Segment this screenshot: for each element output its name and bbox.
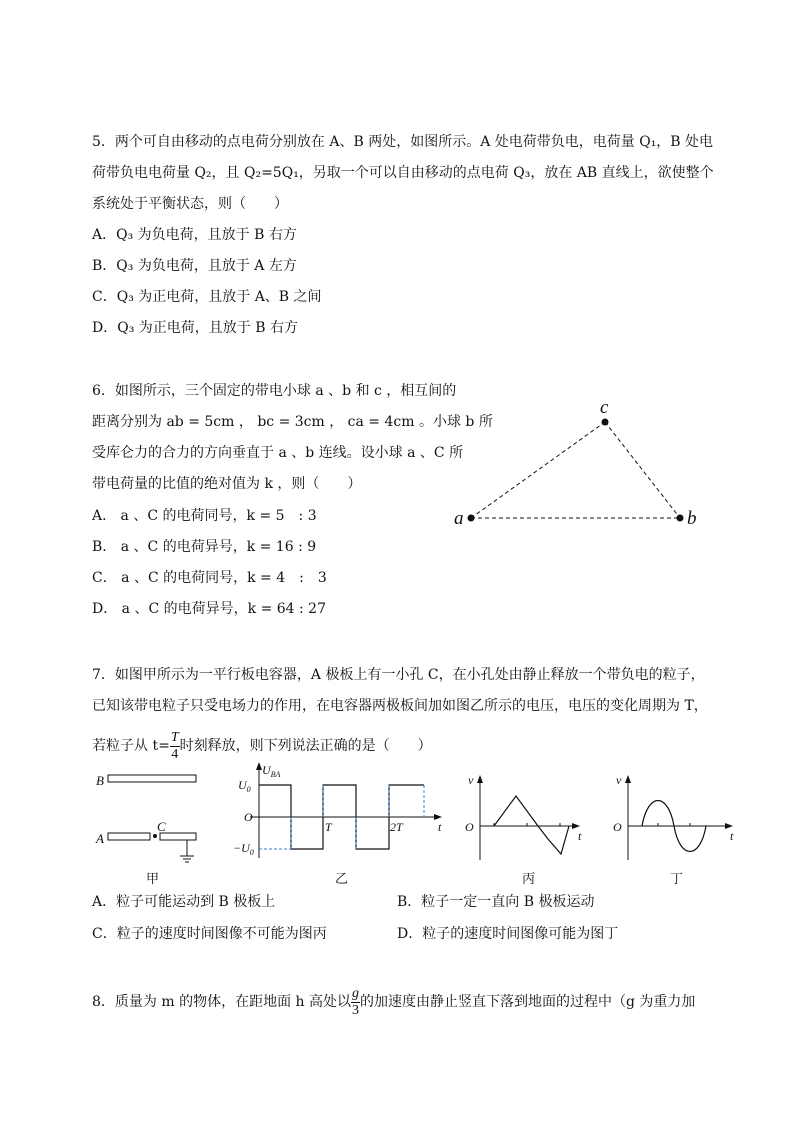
- q5-line1: 5．两个可自由移动的点电荷分别放在 A、B 两处，如图所示。A 处电荷带负电，电荷量 Q₁，B 处电: [92, 134, 714, 150]
- q6-line4: 带电荷量的比值的绝对值为 k ，则（ ）: [92, 476, 362, 492]
- svg-text:v: v: [616, 773, 622, 787]
- q5-option-a: A．Q₃ 为负电荷，且放于 B 右方: [92, 227, 297, 243]
- q7-option-a: A．粒子可能运动到 B 极板上: [92, 894, 276, 910]
- q6-line3: 受库仑力的合力的方向垂直于 a 、b 连线。设小球 a 、C 所: [92, 445, 464, 461]
- q5-option-c: C．Q₃ 为正电荷，且放于 A、B 之间: [92, 289, 322, 305]
- caption-yi: 乙: [335, 872, 349, 887]
- charge-b-dot: [677, 515, 684, 522]
- svg-text:A: A: [96, 831, 104, 846]
- svg-text:O: O: [244, 810, 253, 824]
- q7-line2: 已知该带电粒子只受电场力的作用，在电容器两极板间加如图乙所示的电压，电压的变化周期为 T，: [92, 698, 708, 714]
- svg-text:T: T: [325, 820, 332, 834]
- q5-line2: 荷带负电电荷量 Q₂，且 Q₂=5Q₁，另取一个可以自由移动的点电荷 Q₃，放在 AB 直线上，欲使整个: [92, 165, 714, 181]
- q6-line2: 距离分别为 ab = 5cm ， bc = 3cm ， ca = 4cm 。小球 b 所: [92, 414, 493, 430]
- q7-line1: 7．如图甲所示为一平行板电容器，A 极板上有一小孔 C，在小孔处由静止释放一个带负电的粒子，: [92, 667, 705, 683]
- triangle-figure: [445, 395, 715, 535]
- q5-line3: 系统处于平衡状态，则（ ）: [92, 196, 288, 212]
- q7-option-c: C．粒子的速度时间图像不可能为图丙: [92, 926, 327, 942]
- q6-option-a: A． a 、C 的电荷同号，k = 5 : 3: [92, 508, 317, 524]
- q8-line1: [92, 984, 695, 1020]
- capacitor-figure: [92, 770, 212, 870]
- q6-line1: 6．如图所示，三个固定的带电小球 a 、b 和 c ，相互间的: [92, 383, 457, 399]
- svg-text:−U0: $-U_0$: [233, 841, 254, 857]
- caption-jia: 甲: [146, 872, 160, 887]
- svg-text:U0: $U_0$: [238, 778, 251, 794]
- svg-text:2T: 2T: [390, 820, 403, 834]
- label-a: a: [454, 508, 464, 529]
- q5-option-b: B．Q₃ 为负电荷，且放于 A 左方: [92, 258, 297, 274]
- q7-option-b: B．粒子一定一直向 B 极板运动: [397, 894, 595, 910]
- q6-option-d: D． a 、C 的电荷异号，k = 64 : 27: [92, 601, 326, 617]
- svg-text:v: v: [468, 773, 474, 787]
- q8-pre: 8．质量为 m 的物体，在距地面 h 高处以: [92, 994, 351, 1010]
- svg-text:C: C: [157, 819, 166, 834]
- svg-text:B: B: [96, 773, 104, 788]
- q7-option-d: D．粒子的速度时间图像可能为图丁: [397, 926, 619, 942]
- svg-text:t: t: [578, 829, 582, 843]
- q7-line3-pre: 若粒子从 t=: [92, 738, 170, 754]
- charge-a-dot: [468, 515, 475, 522]
- q6-option-b: B． a 、C 的电荷异号，k = 16 : 9: [92, 539, 317, 555]
- vt-graph-ding: [608, 770, 743, 865]
- fraction-t-over-4: $\frac{T}{4}$: [170, 729, 179, 762]
- label-c: c: [600, 397, 609, 418]
- fraction-g-over-3: $\frac{g}{3}$: [352, 985, 359, 1018]
- svg-text:UBA: $U_{BA}$: [262, 763, 281, 779]
- q7-line3-post: 时刻释放，则下列说法正确的是（ ）: [179, 738, 432, 754]
- svg-text:O: O: [613, 820, 622, 834]
- svg-text:O: O: [465, 820, 474, 834]
- svg-text:t: t: [438, 820, 442, 834]
- caption-bing: 丙: [522, 872, 536, 887]
- q8-post: 的加速度由静止竖直下落到地面的过程中（g 为重力加: [360, 994, 696, 1010]
- voltage-graph: [232, 758, 452, 868]
- vt-graph-bing: [460, 770, 590, 865]
- q5-option-d: D．Q₃ 为正电荷，且放于 B 右方: [92, 320, 298, 336]
- charge-c-dot: [602, 419, 609, 426]
- q6-option-c: C． a 、C 的电荷同号，k = 4 : 3: [92, 570, 327, 586]
- label-b: b: [687, 508, 697, 529]
- svg-text:t: t: [730, 829, 734, 843]
- caption-ding: 丁: [670, 872, 684, 887]
